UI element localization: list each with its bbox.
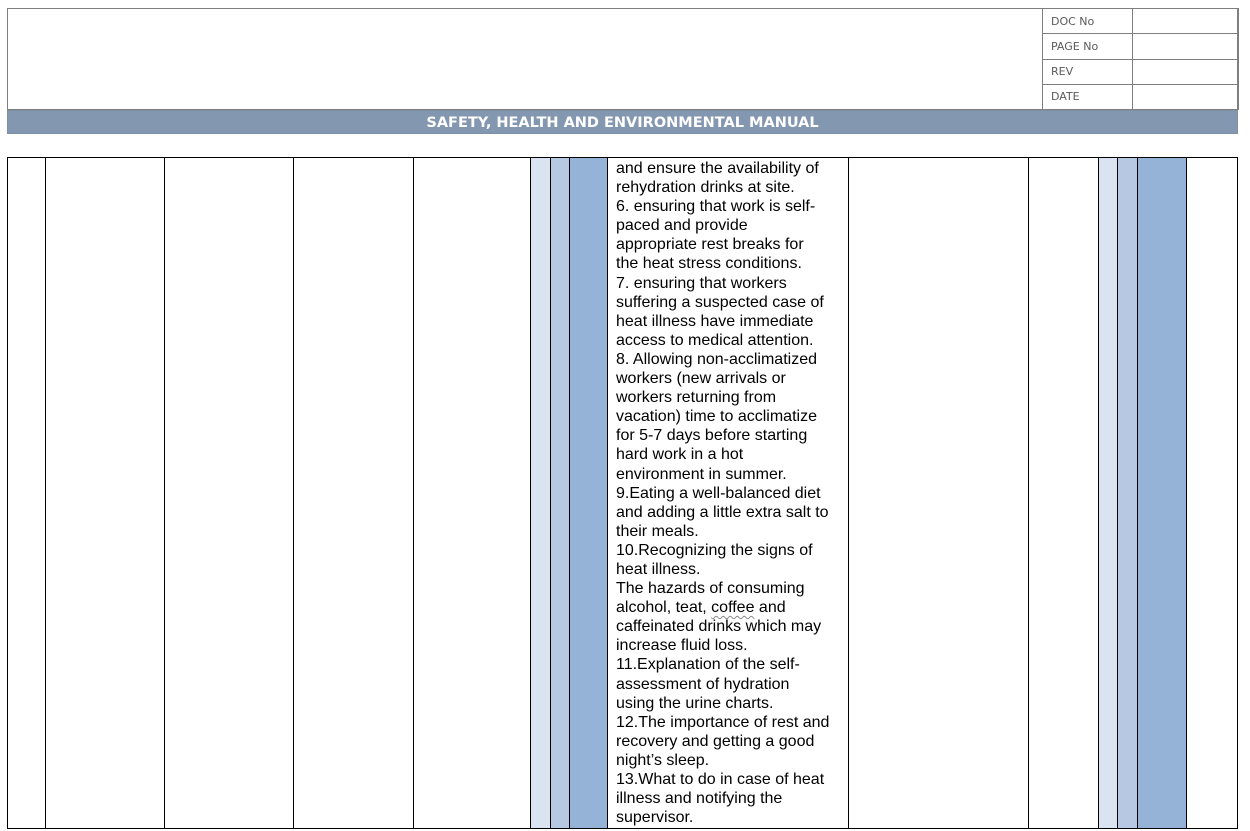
residual-shaded-column-dark bbox=[1137, 158, 1186, 828]
table-column-9 bbox=[848, 158, 1028, 828]
table-column-5 bbox=[413, 158, 530, 828]
text-line: 8. Allowing non-acclimatized bbox=[616, 350, 817, 368]
text-line: increase fluid loss. bbox=[616, 637, 748, 655]
date-label: DATE bbox=[1043, 84, 1133, 109]
control-measures-text bbox=[616, 158, 848, 827]
shaded-column-light bbox=[530, 158, 550, 828]
text-line: and adding a little extra salt to bbox=[616, 503, 829, 521]
table-column-3 bbox=[164, 158, 293, 828]
rev-row bbox=[1043, 59, 1239, 84]
text-line: vacation) time to acclimatize bbox=[616, 408, 817, 426]
text-line: 6. ensuring that work is self- bbox=[616, 198, 816, 216]
doc-no-value bbox=[1133, 9, 1239, 34]
text-line: hard work in a hot bbox=[616, 446, 744, 464]
text-line: access to medical attention. bbox=[616, 331, 814, 349]
text-line: 7. ensuring that workers bbox=[616, 274, 787, 292]
text-line: 11.Explanation of the self- bbox=[616, 656, 800, 674]
text-line: workers (new arrivals or bbox=[616, 370, 786, 388]
text-line: appropriate rest breaks for bbox=[616, 236, 804, 254]
rev-value bbox=[1133, 59, 1239, 84]
text-line: heat illness. bbox=[616, 560, 701, 578]
table-column-4 bbox=[293, 158, 413, 828]
page-no-label: PAGE No bbox=[1043, 34, 1133, 59]
date-value bbox=[1133, 84, 1239, 109]
text-line: the heat stress conditions. bbox=[616, 255, 802, 273]
text-line: for 5-7 days before starting bbox=[616, 427, 808, 445]
rev-label: REV bbox=[1043, 59, 1133, 84]
date-row bbox=[1043, 84, 1239, 109]
text-line: 12.The importance of rest and bbox=[616, 713, 830, 731]
text-line: 10.Recognizing the signs of bbox=[616, 541, 813, 559]
text-line: 13.What to do in case of heat bbox=[616, 771, 825, 788]
text-line: using the urine charts. bbox=[616, 694, 774, 712]
text-line: environment in summer. bbox=[616, 465, 787, 483]
page-no-value bbox=[1133, 34, 1239, 59]
residual-shaded-column-mid bbox=[1117, 158, 1137, 828]
text-line: suffering a suspected case of bbox=[616, 293, 824, 311]
text-line: their meals. bbox=[616, 522, 699, 540]
residual-shaded-column-light bbox=[1098, 158, 1117, 828]
text-segment: alcohol, teat, bbox=[616, 599, 712, 617]
text-line: 9.Eating a well-balanced diet bbox=[616, 484, 821, 502]
text-line: supervisor. bbox=[616, 809, 694, 827]
risk-table bbox=[7, 157, 1238, 829]
table-column-last bbox=[1186, 158, 1238, 828]
spellcheck-flagged-word: coffee bbox=[711, 599, 755, 617]
text-line: recovery and getting a good bbox=[616, 732, 815, 750]
shaded-column-mid bbox=[550, 158, 569, 828]
text-line: and ensure the availability of bbox=[616, 160, 819, 177]
text-line-with-spellcheck bbox=[616, 598, 848, 617]
doc-no-label: DOC No bbox=[1043, 9, 1133, 34]
text-line: caffeinated drinks which may bbox=[616, 618, 822, 636]
text-line: illness and notifying the bbox=[616, 790, 783, 808]
text-line: workers returning from bbox=[616, 389, 777, 407]
table-column-2 bbox=[45, 158, 164, 828]
doc-no-row bbox=[1043, 9, 1239, 34]
page-no-row bbox=[1043, 34, 1239, 59]
text-line: assessment of hydration bbox=[616, 675, 790, 693]
text-segment: and bbox=[754, 599, 786, 617]
table-column-10 bbox=[1028, 158, 1098, 828]
text-line: paced and provide bbox=[616, 217, 748, 235]
text-line: The hazards of consuming bbox=[616, 580, 805, 598]
text-line: night’s sleep. bbox=[616, 751, 710, 769]
text-line: rehydration drinks at site. bbox=[616, 179, 795, 197]
text-line: heat illness have immediate bbox=[616, 312, 814, 330]
shaded-column-dark bbox=[569, 158, 607, 828]
manual-title-bar: SAFETY, HEALTH AND ENVIRONMENTAL MANUAL bbox=[7, 110, 1238, 134]
document-meta-table bbox=[1042, 8, 1239, 110]
